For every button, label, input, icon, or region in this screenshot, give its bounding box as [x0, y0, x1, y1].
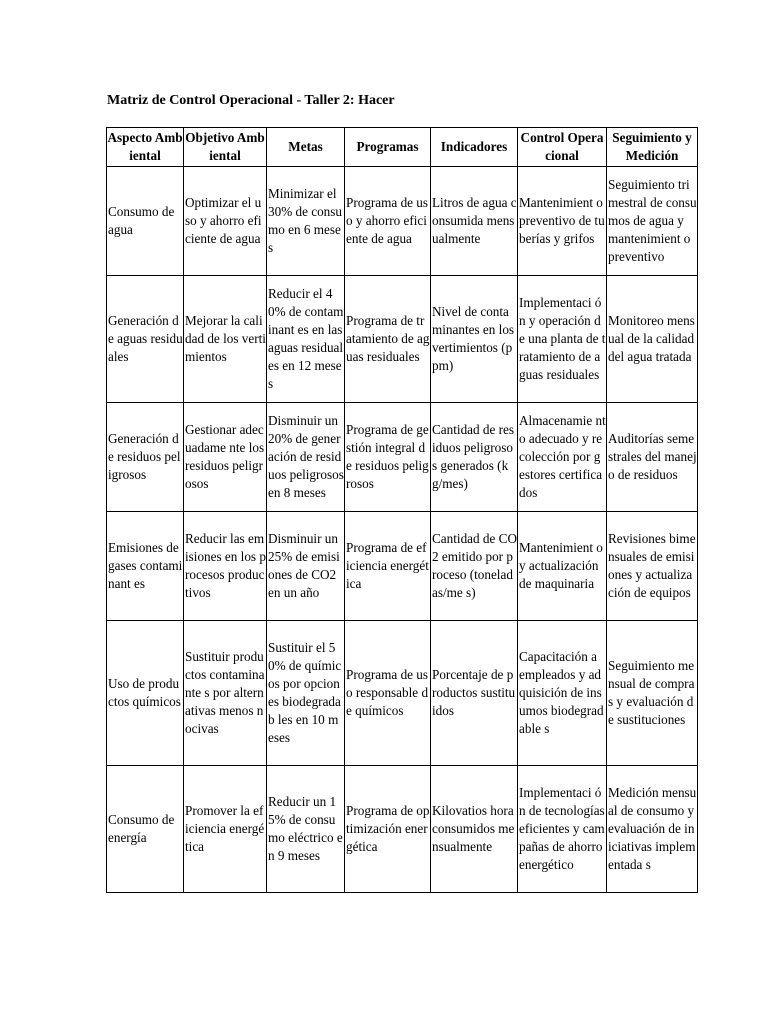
- cell-programas: Programa de tratamiento de aguas residuales: [345, 276, 431, 403]
- cell-seguimiento: Medición mensual de consumo y evaluación de iniciativas implementada s: [607, 766, 698, 893]
- cell-metas: Reducir el 40% de contaminant es en las aguas residuales en 12 meses: [267, 276, 345, 403]
- header-objetivo-ambiental: Objetivo Ambiental: [184, 128, 267, 167]
- cell-indicadores: Porcentaje de productos sustituidos: [431, 621, 518, 766]
- cell-seguimiento: Monitoreo mensual de la calidad del agua tratada: [607, 276, 698, 403]
- cell-objetivo: Gestionar adecuadame nte los residuos peligrosos: [184, 403, 267, 512]
- cell-metas: Minimizar el 30% de consumo en 6 meses: [267, 167, 345, 276]
- header-metas: Metas: [267, 128, 345, 167]
- cell-programas: Programa de gestión integral de residuos peligrosos: [345, 403, 431, 512]
- table-row: [107, 276, 698, 403]
- cell-control: Mantenimient o preventivo de tuberías y grifos: [518, 167, 607, 276]
- cell-indicadores: Kilovatios hora consumidos mensualmente: [431, 766, 518, 893]
- header-indicadores: Indicadores: [431, 128, 518, 167]
- cell-aspecto: Consumo de energía: [107, 766, 184, 893]
- cell-aspecto: Consumo de agua: [107, 167, 184, 276]
- cell-aspecto: Emisiones de gases contaminant es: [107, 512, 184, 621]
- header-seguimiento-medicion: Seguimiento y Medición: [607, 128, 698, 167]
- cell-metas: Sustituir el 50% de químicos por opciones biodegradab les en 10 meses: [267, 621, 345, 766]
- cell-metas: Reducir un 15% de consumo eléctrico en 9 meses: [267, 766, 345, 893]
- control-matrix-table: [106, 127, 698, 893]
- cell-control: Mantenimient o y actualización de maquinaria: [518, 512, 607, 621]
- header-control-operacional: Control Operacional: [518, 128, 607, 167]
- cell-seguimiento: Seguimiento trimestral de consumos de agua y mantenimient o preventivo: [607, 167, 698, 276]
- cell-control: Almacenamie nto adecuado y recolección por gestores certificados: [518, 403, 607, 512]
- cell-indicadores: Cantidad de residuos peligrosos generados (kg/mes): [431, 403, 518, 512]
- cell-control: Capacitación a empleados y adquisición de insumos biodegradable s: [518, 621, 607, 766]
- cell-objetivo: Mejorar la calidad de los vertimientos: [184, 276, 267, 403]
- cell-seguimiento: Seguimiento mensual de compras y evaluación de sustituciones: [607, 621, 698, 766]
- header-programas: Programas: [345, 128, 431, 167]
- cell-metas: Disminuir un 25% de emisiones de CO2 en un año: [267, 512, 345, 621]
- table-row: [107, 766, 698, 893]
- cell-objetivo: Reducir las emisiones en los procesos productivos: [184, 512, 267, 621]
- cell-control: Implementaci ón de tecnologías eficientes y campañas de ahorro energético: [518, 766, 607, 893]
- table-row: [107, 621, 698, 766]
- table-row: [107, 512, 698, 621]
- header-aspecto-ambiental: Aspecto Ambiental: [107, 128, 184, 167]
- cell-programas: Programa de uso responsable de químicos: [345, 621, 431, 766]
- cell-aspecto: Uso de productos químicos: [107, 621, 184, 766]
- cell-programas: Programa de eficiencia energética: [345, 512, 431, 621]
- cell-programas: Programa de optimización energética: [345, 766, 431, 893]
- cell-indicadores: Litros de agua consumida mensualmente: [431, 167, 518, 276]
- cell-control: Implementaci ón y operación de una planta de tratamiento de aguas residuales: [518, 276, 607, 403]
- table-row: [107, 167, 698, 276]
- cell-programas: Programa de uso y ahorro eficiente de agua: [345, 167, 431, 276]
- cell-seguimiento: Auditorías semestrales del manejo de residuos: [607, 403, 698, 512]
- cell-objetivo: Sustituir productos contaminante s por alternativas menos nocivas: [184, 621, 267, 766]
- cell-objetivo: Promover la eficiencia energética: [184, 766, 267, 893]
- cell-indicadores: Nivel de contaminantes en los vertimientos (ppm): [431, 276, 518, 403]
- table-row: [107, 403, 698, 512]
- cell-indicadores: Cantidad de CO2 emitido por proceso (toneladas/me s): [431, 512, 518, 621]
- table-header-row: [107, 128, 698, 167]
- cell-metas: Disminuir un 20% de generación de residuos peligrosos en 8 meses: [267, 403, 345, 512]
- cell-aspecto: Generación de aguas residuales: [107, 276, 184, 403]
- cell-aspecto: Generación de residuos peligrosos: [107, 403, 184, 512]
- cell-objetivo: Optimizar el uso y ahorro eficiente de agua: [184, 167, 267, 276]
- page-title: Matriz de Control Operacional - Taller 2: Hacer: [107, 93, 395, 108]
- cell-seguimiento: Revisiones bimensuales de emisiones y actualización de equipos: [607, 512, 698, 621]
